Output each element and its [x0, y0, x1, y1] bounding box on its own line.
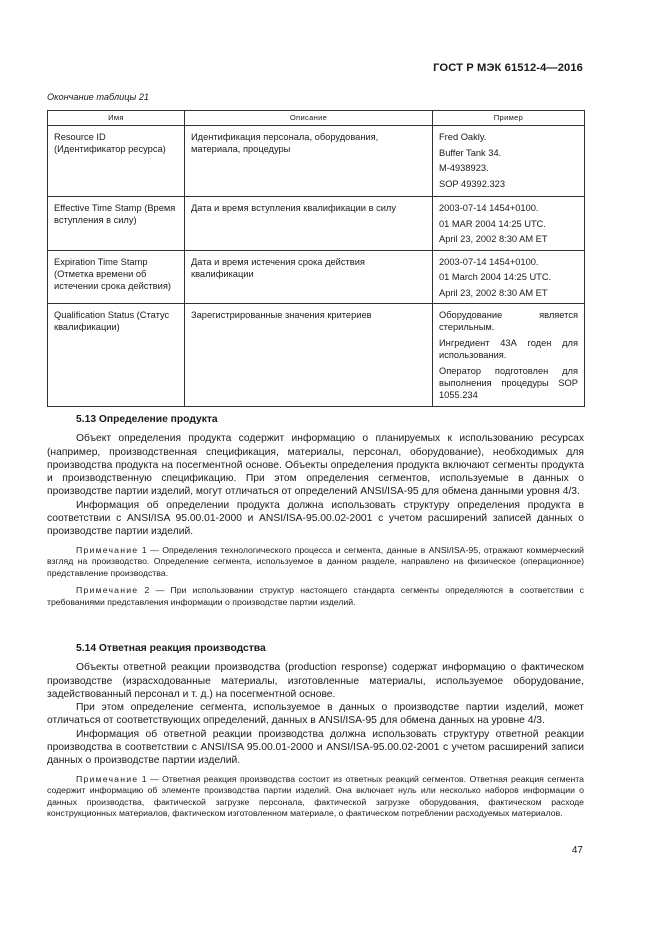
example-line: April 23, 2002 8:30 AM ET [439, 288, 548, 299]
table-header-row [48, 111, 585, 126]
column-header-name: Имя [48, 111, 185, 126]
standard-code: ГОСТ Р МЭК 61512-4—2016 [433, 62, 583, 74]
paragraph: При этом определение сегмента, используемое в данных о производстве партии изделий, может отличаться от соответствующих определений, данных в ANSI/ISA-95 для обмена данных на уровне 4/3. [47, 702, 584, 727]
example-line: 2003-07-14 1454+0100. [439, 203, 539, 213]
note-label: Примечание [76, 585, 139, 596]
cell-description: Дата и время вступления квалификации в силу [185, 197, 433, 251]
note-label: Примечание [76, 773, 139, 784]
note [47, 585, 584, 608]
note-text: 1 — Определения технологического процесса и сегмента, данные в ANSI/ISA-95, отражают коммерческий взгляд на производство. Определение сегмента, используемое в данном разделе, направлено на физическое (операционное) представление производства. [47, 544, 585, 578]
note-text: 1 — Ответная реакция производства состоит из ответных реакций сегментов. Ответная реакция сегмента содержит информацию об элементе производства партии изделий. Она включает нуль или несколько наборов информации о данных производства, фактической загрузке персонала, фактической загрузке оборудования, фактическом расходе конструкционных материалов, фактическом изготовленном материале, о фактическом потреблении расходуемых материалов. [47, 773, 584, 819]
example-line: 01 March 2004 14:25 UTC. [439, 272, 552, 283]
cell-description: Зарегистрированные значения критериев [185, 304, 433, 406]
example-line: Buffer Tank 34. [439, 147, 502, 158]
column-header-example: Пример [433, 111, 585, 126]
paragraph: Информация об ответной реакции производства должна использовать структуру ответной реакции производства в соответствии с ANSI/ISA 95.00.01-2000 и ANSI/ISA-95.00.02-2001 с учетом расширений записи данных о производстве партии изделий. [47, 728, 584, 767]
cell-example [433, 197, 585, 251]
paragraph: Информация об определении продукта должна использовать структуру определения продукта в соответствии с ANSI/ISA 95.00.01-2000 и ANSI/ISA-95.00.02-2001 с учетом расширений записей данных о производстве партии изделий. [47, 499, 584, 538]
cell-description: Дата и время истечения срока действия квалификации [185, 250, 433, 304]
table-caption: Окончание таблицы 21 [47, 92, 150, 102]
example-line: Оператор подготовлен для выполнения процедуры SOP 1055.234 [439, 366, 578, 401]
note [47, 774, 584, 820]
example-line: Оборудование является стерильным. [439, 310, 578, 333]
cell-name: Expiration Time Stamp (Отметка времени об истечении срока действия) [48, 250, 185, 304]
column-header-description: Описание [185, 111, 433, 126]
cell-example [433, 126, 585, 197]
section-5-13 [47, 413, 584, 609]
cell-name: Qualification Status (Статус квалификации) [48, 304, 185, 406]
example-line: SOP 49392.323 [439, 179, 505, 190]
note-text: 2 — При использовании структур настоящего стандарта сегменты определяются в соответствии с требованиями представления информации о производстве партии изделий. [47, 585, 584, 608]
example-line: M-4938923. [439, 163, 489, 174]
example-line: 2003-07-14 1454+0100. [439, 256, 539, 267]
cell-example [433, 250, 585, 304]
cell-example [433, 304, 585, 406]
table-row [48, 304, 585, 406]
table-row [48, 250, 585, 304]
note-label: Примечание [76, 544, 139, 555]
paragraph: Объект определения продукта содержит информацию о планируемых к использованию ресурсах (например, производственная спецификация, материалы, персонал, оборудование), необходимых для производства продукта на посегментной основе. Объекты определения продукта включают сегменты продукта и производственную спецификацию. При этом определения сегментов, используемые в данных о производстве партии изделий, могут отличаться от определений ANSI/ISA-95 для обмена данными уровня 4/3. [47, 433, 584, 498]
example-line: Fred Oakly. [439, 132, 487, 142]
data-table [47, 110, 585, 407]
section-5-14 [47, 642, 584, 820]
example-line: Ингредиент 43А годен для использования. [439, 338, 578, 361]
section-heading: 5.14 Ответная реакция производства [76, 643, 266, 654]
example-line: 01 MAR 2004 14:25 UTC. [439, 218, 546, 229]
cell-description: Идентификация персонала, оборудования, материала, процедуры [185, 126, 433, 197]
page-number: 47 [571, 845, 583, 856]
cell-name: Effective Time Stamp (Время вступления в силу) [48, 197, 185, 251]
table-row [48, 197, 585, 251]
table-row [48, 126, 585, 197]
example-line: April 23, 2002 8:30 AM ET [439, 234, 548, 245]
note [47, 545, 584, 580]
section-heading: 5.13 Определение продукта [76, 414, 218, 425]
paragraph: Объекты ответной реакции производства (production response) содержат информацию о фактическом производстве (израсходованные материалы, изготовленные материалы, используемое оборудование, задействованный персонал и т. д.) на посегментной основе. [47, 662, 584, 700]
cell-name: Resource ID (Идентификатор ресурса) [48, 126, 185, 197]
